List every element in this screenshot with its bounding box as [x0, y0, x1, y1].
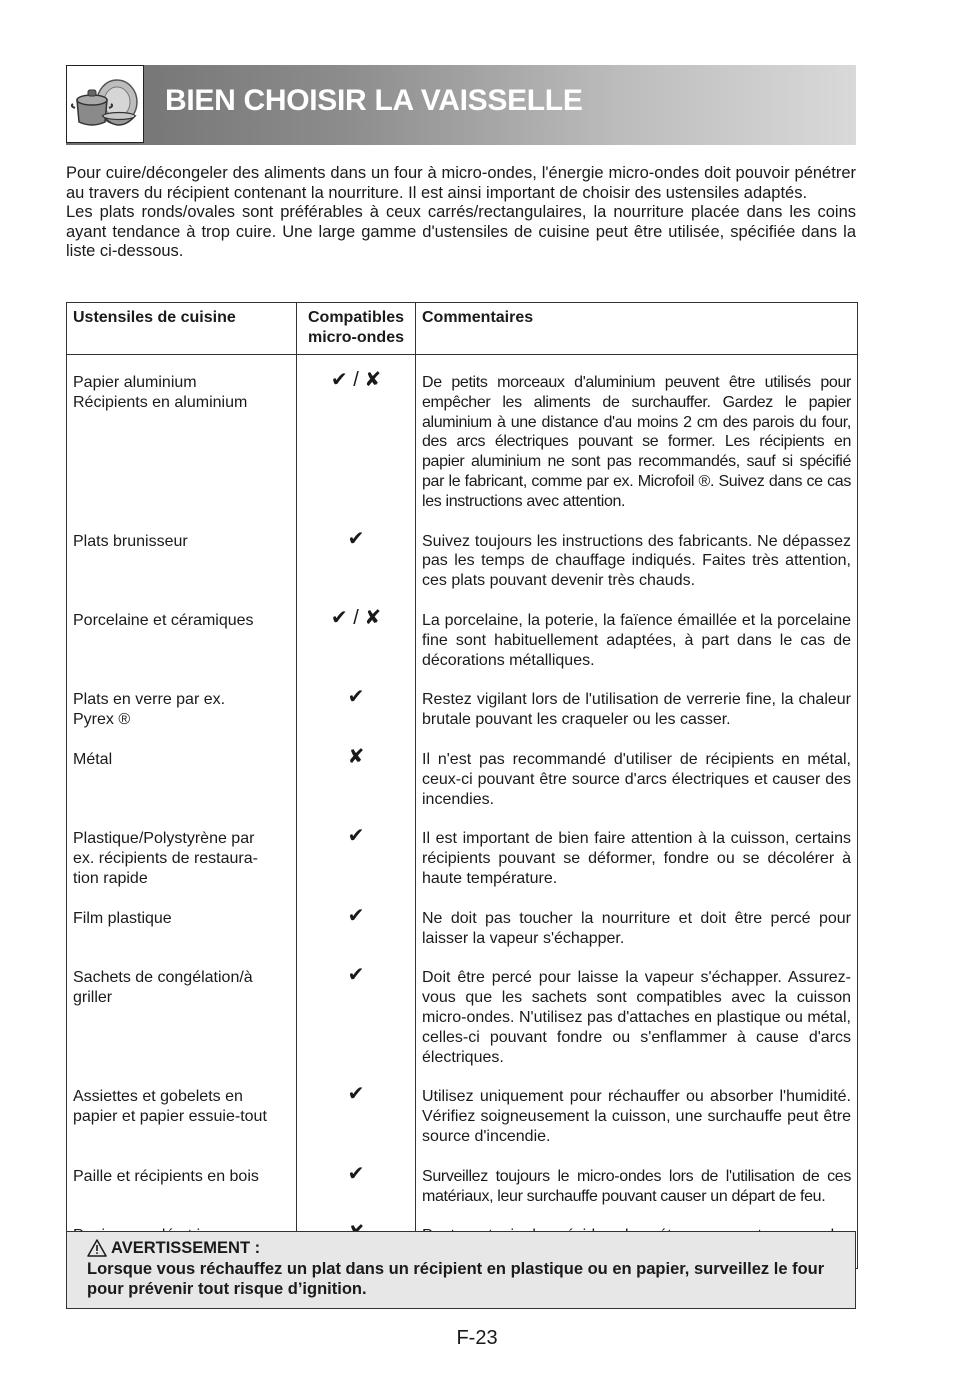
utensil-name: Plastique/Polystyrène par	[73, 830, 255, 848]
utensil-name: Film plastique	[73, 909, 172, 927]
utensil-name: Assiettes et gobelets en	[73, 1088, 243, 1106]
compat-symbol: ✔	[297, 899, 416, 959]
utensil-name: Plats brunisseur	[73, 532, 188, 550]
comment-cell: Utilisez uniquement pour réchauffer ou absorber l'humidité. Vérifiez soigneusement la cuisson, une surchauffe peut être source d'incendie.	[416, 1077, 858, 1156]
warning-triangle-icon	[87, 1239, 107, 1257]
compat-symbol: ✔	[297, 819, 416, 898]
header-utensil: Ustensiles de cuisine	[67, 303, 297, 355]
table-row	[67, 680, 858, 740]
compat-symbol: ✔	[297, 958, 416, 1077]
utensil-name: papier et papier essuie-tout	[73, 1108, 267, 1126]
utensil-cell	[67, 522, 297, 601]
compat-symbol: ✔	[297, 680, 416, 740]
page-number: F-23	[456, 1327, 498, 1349]
utensil-cell	[67, 819, 297, 898]
utensil-name: griller	[73, 989, 113, 1007]
warning-title	[87, 1238, 835, 1259]
comment-cell: Suivez toujours les instructions des fabricants. Ne dépassez pas les temps de chauffage indiqués. Faites très attention, ces plats pouvant devenir très chauds.	[416, 522, 858, 601]
utensil-name: Plats en verre par ex.	[73, 691, 226, 709]
utensil-name: Paille et récipients en bois	[73, 1167, 259, 1185]
comment-cell: Surveillez toujours le micro-ondes lors de l'utilisation de ces matériaux, leur surchauffe pouvant causer un départ de feu.	[416, 1157, 858, 1217]
compat-symbol: ✔ / ✘	[297, 601, 416, 680]
table-row	[67, 899, 858, 959]
comment-cell: Il est important de bien faire attention à la cuisson, certains récipients pouvant se déformer, fondre ou se décolérer à haute température.	[416, 819, 858, 898]
compat-symbol: ✔	[297, 522, 416, 601]
table-row	[67, 740, 858, 819]
table-body	[67, 355, 858, 1269]
header-compat-line1: Compatibles	[307, 309, 404, 326]
utensil-name: Papier aluminium	[73, 374, 197, 391]
utensil-cell	[67, 601, 297, 680]
table-header-row	[67, 303, 858, 355]
cookware-icon	[66, 65, 144, 143]
table-row	[67, 355, 858, 522]
utensil-cell	[67, 355, 297, 522]
warning-text: Lorsque vous réchauffez un plat dans un récipient en plastique ou en papier, surveillez le four pour prévenir tout risque d’ignition.	[87, 1259, 825, 1298]
comment-cell: La porcelaine, la poterie, la faïence émaillée et la porcelaine fine sont habituellement adaptées, à part dans le cas de décorations métalliques.	[416, 601, 858, 680]
table-row	[67, 601, 858, 680]
utensil-cell	[67, 740, 297, 819]
table-row	[67, 958, 858, 1077]
compat-symbol: ✘	[297, 740, 416, 819]
compat-symbol: ✔ / ✘	[297, 355, 416, 522]
intro-paragraph: Pour cuire/décongeler des aliments dans un four à micro-ondes, l'énergie micro-ondes doit pouvoir pénétrer au travers du récipient contenant la nourriture. Il est ainsi important de choisir des ustensiles adaptés.	[66, 164, 856, 202]
utensil-cell	[67, 1077, 297, 1156]
utensil-cell	[67, 958, 297, 1077]
comment-cell: Restez vigilant lors de l'utilisation de verrerie fine, la chaleur brutale pouvant les craqueler ou les casser.	[416, 680, 858, 740]
page-title: BIEN CHOISIR LA VAISSELLE	[165, 84, 583, 117]
utensil-name: Sachets de congélation/à	[73, 969, 253, 987]
compat-symbol: ✔	[297, 1157, 416, 1217]
utensil-name: Porcelaine et céramiques	[73, 611, 254, 629]
header-comment: Commentaires	[416, 303, 858, 355]
comment-cell: De petits morceaux d'aluminium peuvent être utilisés pour empêcher les aliments de surchauffer. Gardez le papier aluminium à une distance d'au moins 2 cm des parois du four, des arcs électriques pouvant se former. Les récipients en papier aluminium ne sont pas recommandés, sauf si spécifié par le fabricant, comme par ex. Microfoil ®. Suivez dans ce cas les instructions avec attention.	[416, 355, 858, 522]
comment-cell: Doit être percé pour laisse la vapeur s'échapper. Assurez-vous que les sachets sont compatibles avec la cuisson micro-ondes. N'utilisez pas d'attaches en plastique ou métal, celles-ci pouvant fondre ou s'enflammer à cause d'arcs électriques.	[416, 958, 858, 1077]
header-compat-line2: micro-ondes	[307, 328, 404, 346]
utensil-cell	[67, 899, 297, 959]
utensil-name: Métal	[73, 750, 113, 768]
table-row	[67, 522, 858, 601]
utensil-name: Pyrex ®	[73, 711, 131, 729]
comment-cell: Il n'est pas recommandé d'utiliser de récipients en métal, ceux-ci pouvant être source d'arcs électriques et causer des incendies.	[416, 740, 858, 819]
utensil-name: ex. récipients de restaura-	[73, 850, 258, 868]
utensil-name: tion rapide	[73, 869, 148, 887]
compat-symbol: ✔	[297, 1077, 416, 1156]
table-row	[67, 1077, 858, 1156]
comment-cell: Ne doit pas toucher la nourriture et doit être percé pour laisser la vapeur s'échapper.	[416, 899, 858, 959]
table-row	[67, 819, 858, 898]
table-row	[67, 1157, 858, 1217]
intro-paragraph: Les plats ronds/ovales sont préférables à ceux carrés/rectangulaires, la nourriture placée dans les coins ayant tendance à trop cuire. Une large gamme d'ustensiles de cuisine peut être utilisée, spécifiée dans la liste ci-dessous.	[66, 203, 856, 261]
warning-box	[66, 1231, 856, 1309]
utensil-cell	[67, 1157, 297, 1217]
utensil-name: Récipients en aluminium	[73, 393, 248, 411]
utensils-table	[66, 302, 858, 1269]
utensil-cell	[67, 680, 297, 740]
warning-title-text: AVERTISSEMENT :	[111, 1239, 261, 1257]
header-compat	[297, 303, 416, 355]
section-header	[66, 65, 856, 145]
intro-text	[66, 164, 856, 262]
